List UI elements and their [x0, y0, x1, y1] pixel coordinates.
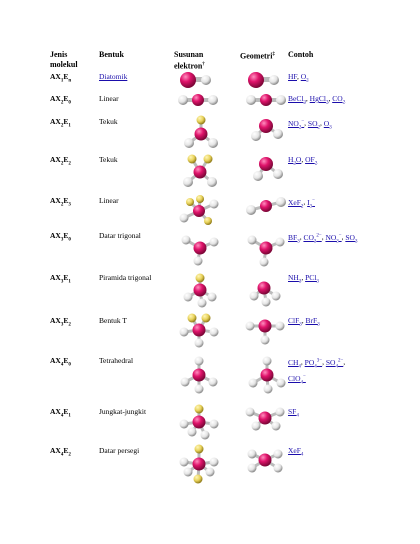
shape-cell: Tetrahedral [99, 356, 134, 365]
type-cell: $AX_1E_n$ [50, 72, 72, 84]
shape-link-diatomic[interactable]: Diatomik [99, 72, 128, 81]
electron-tetrahedral-model [178, 356, 220, 394]
shape-cell: Linear [99, 196, 119, 205]
geometry-diatomic-model [244, 68, 284, 92]
electron-linear-model [176, 90, 220, 110]
example-cell[interactable]: $CH_4$, $PO_4^{3-}$, $SO_4^{2-}$, ClO$_4$− [288, 357, 346, 385]
electron-linear-lp3-model [178, 194, 220, 228]
geometry-square-planar-model [244, 446, 286, 474]
geometry-bent-model [248, 114, 286, 144]
shape-cell: Linear [99, 94, 119, 103]
type-cell: $AX_3E_2$ [50, 316, 71, 328]
geometry-tetrahedral-model [246, 356, 288, 394]
example-cell[interactable]: $NH_3$, PCl$_3$ [288, 273, 319, 285]
type-cell: $AX_4E_1$ [50, 407, 71, 419]
header-electron: Susunan elektron† [174, 50, 205, 71]
header-shape: Bentuk [99, 50, 124, 59]
electron-seesaw-model [178, 404, 220, 440]
type-cell: $AX_3E_0$ [50, 231, 71, 243]
type-cell: $AX_2E_2$ [50, 155, 71, 167]
geometry-linear-model [244, 196, 288, 216]
type-cell: $AX_4E_2$ [50, 446, 71, 458]
shape-cell: Tekuk [99, 117, 118, 126]
example-cell[interactable]: HF, $O_2$ [288, 72, 309, 84]
type-cell: $AX_2E_1$ [50, 117, 71, 129]
shape-cell: Datar trigonal [99, 231, 141, 240]
example-cell[interactable]: ClF$_3$, BrF$_3$ [288, 316, 320, 328]
type-cell: $AX_2E_0$ [50, 94, 71, 106]
example-cell[interactable]: XeF$_4$ [288, 446, 304, 458]
electron-bent-lp1-model [182, 112, 220, 150]
type-cell: $AX_4E_0$ [50, 356, 71, 368]
electron-bent-lp2-model [180, 152, 220, 190]
geometry-t-shape-model [244, 316, 286, 346]
example-cell[interactable]: XeF$_2$, $I_3^-$ [288, 197, 315, 209]
shape-cell: Jungkat-jungkit [99, 407, 147, 416]
shape-cell: Bentuk T [99, 316, 127, 325]
type-cell: $AX_2E_3$ [50, 196, 71, 208]
electron-t-shape-model [178, 312, 220, 348]
header-type: Jenis molekul [50, 50, 78, 69]
electron-trigonal-planar-model [178, 232, 220, 266]
electron-diatomic-model [176, 68, 216, 92]
geometry-seesaw-model [244, 406, 286, 432]
shape-cell: Tekuk [99, 155, 118, 164]
geometry-trigonal-planar-model [244, 232, 286, 268]
example-cell[interactable]: $BF_3$, $CO_3^{2-}$, $NO_3^-$, $SO_3$ [288, 232, 358, 244]
header-geometry: Geometri‡ [240, 51, 275, 61]
example-cell[interactable]: $NO_2^-$, $SO_2$, $O_3$ [288, 118, 332, 130]
example-cell[interactable]: $H_2O$, $OF_2$ [288, 155, 318, 167]
header-example: Contoh [288, 50, 314, 59]
electron-square-planar-model [178, 444, 220, 484]
geometry-bent-model [248, 152, 286, 184]
type-cell: $AX_3E_1$ [50, 273, 71, 285]
example-cell[interactable]: $SF_4$ [288, 407, 299, 419]
geometry-trigonal-pyramidal-model [246, 276, 286, 308]
geometry-linear-model [244, 90, 288, 110]
shape-cell: Piramida trigonal [99, 273, 152, 282]
example-cell[interactable]: BeCl$_2$, HgCl$_2$, $CO_2$ [288, 94, 346, 106]
electron-trigonal-pyramidal-model [180, 272, 220, 308]
shape-cell: Datar persegi [99, 446, 140, 455]
